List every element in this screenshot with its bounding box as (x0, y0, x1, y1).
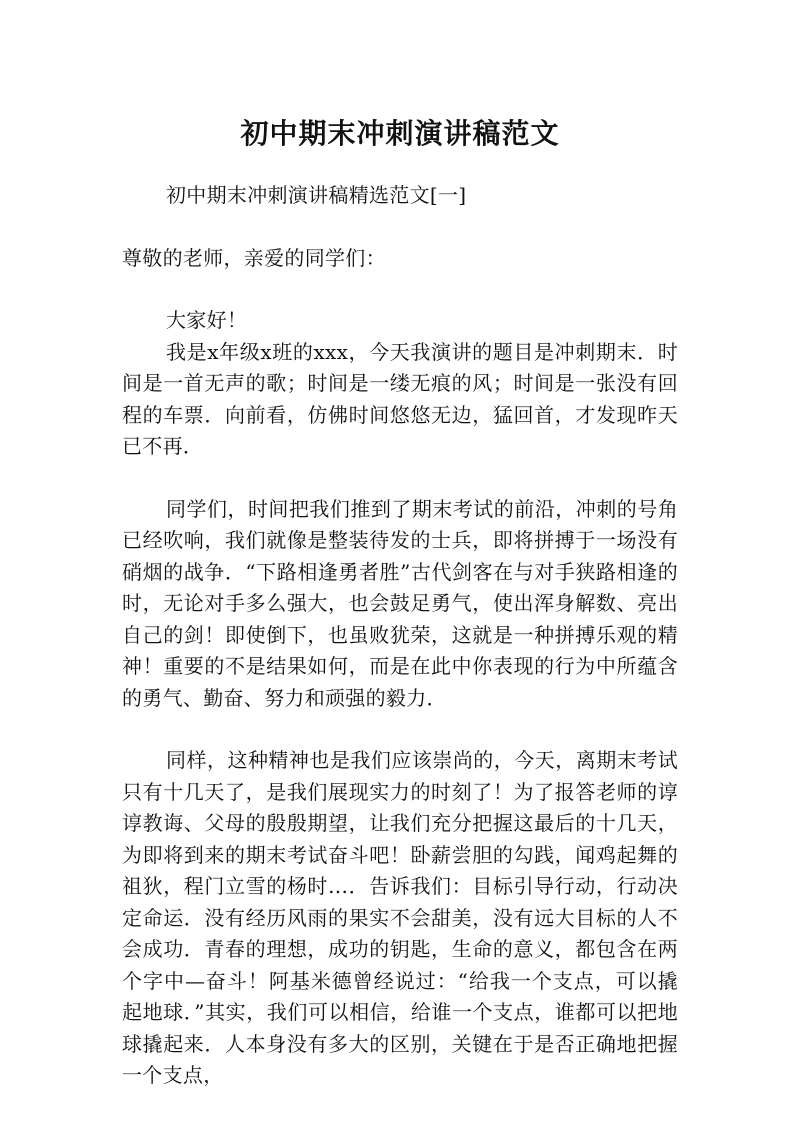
paragraph-1: 我是x年级x班的xxx，今天我演讲的题目是冲刺期末．时间是一首无声的歌；时间是一缕无痕的风；时间是一张没有回程的车票．向前看，仿佛时间悠悠无边，猛回首，才发现昨天已不再． (122, 339, 678, 458)
paragraph-3: 同样，这种精神也是我们应该崇尚的，今天，离期末考试只有十几天了，是我们展现实力的时刻了！为了报答老师的谆谆教诲、父母的殷殷期望，让我们充分把握这最后的十几天，为即将到来的期末考试奋斗吧！卧薪尝胆的勾践，闻鸡起舞的祖狄，程门立雪的杨时…．告诉我们：目标引导行动，行动决定命运．没有经历风雨的果实不会甜美，没有远大目标的人不会成功．青春的理想，成功的钥匙，生命的意义，都包含在两个字中—奋斗！阿基米德曾经说过：“给我一个支点，可以撬起地球．”其实，我们可以相信，给谁一个支点，谁都可以把地球撬起来．人本身没有多大的区别，关键在于是否正确地把握一个支点， (122, 748, 678, 1087)
greeting-line: 大家好！ (166, 308, 248, 332)
page-title: 初中期末冲刺演讲稿范文 (240, 117, 560, 150)
salutation: 尊敬的老师，亲爱的同学们： (122, 245, 386, 270)
document-body (122, 180, 678, 1092)
subtitle: 初中期末冲刺演讲稿精选范文[一] (166, 183, 467, 207)
paragraph-2: 同学们，时间把我们推到了期末考试的前沿，冲刺的号角已经吹响，我们就像是整装待发的士兵，即将拼搏于一场没有硝烟的战争．“下路相逢勇者胜”古代剑客在与对手狭路相逢的时，无论对手多么强大，也会鼓足勇气，使出浑身解数、亮出自己的剑！即使倒下，也虽败犹荣，这就是一种拼搏乐观的精神！重要的不是结果如何，而是在此中你表现的行为中所蕴含的勇气、勤奋、努力和顽强的毅力． (122, 496, 678, 710)
